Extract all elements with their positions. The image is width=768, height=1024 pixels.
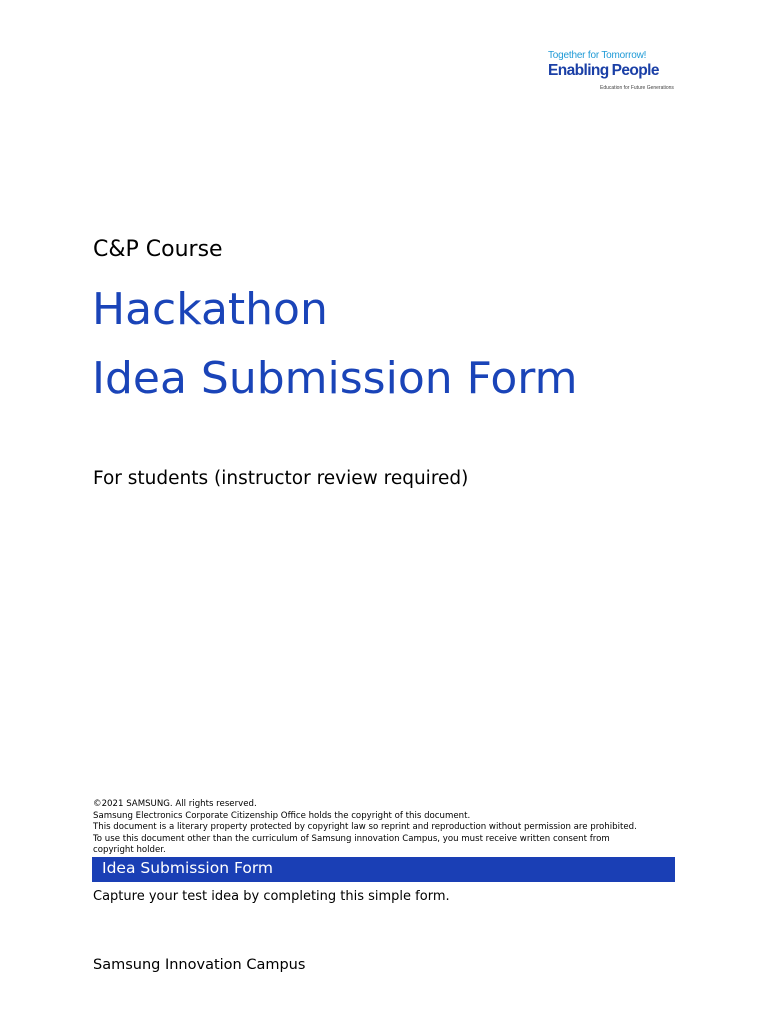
- copyright-notice: [93, 799, 637, 857]
- logo-name-people: People: [611, 62, 659, 79]
- document-title-line-1: Hackathon: [92, 284, 328, 335]
- logo-name: [548, 62, 659, 80]
- course-label: C&P Course: [93, 237, 223, 262]
- footer-text: Samsung Innovation Campus: [93, 957, 306, 973]
- logo-tagline: Together for Tomorrow!: [548, 50, 647, 61]
- copyright-line: copyright holder.: [93, 845, 166, 855]
- copyright-line: This document is a literary property protected by copyright law so reprint and reproduction without permission are prohibited.: [93, 822, 637, 832]
- audience-note: For students (instructor review required): [93, 468, 469, 489]
- copyright-line: ©2021 SAMSUNG. All rights reserved.: [93, 799, 257, 809]
- logo-name-enabling: Enabling: [548, 62, 609, 79]
- enabling-people-logo: [548, 50, 688, 98]
- logo-subline: Education for Future Generations: [600, 85, 674, 91]
- section-heading-bar: [92, 857, 675, 882]
- copyright-line: To use this document other than the curriculum of Samsung innovation Campus, you must receive written consent from: [93, 833, 610, 844]
- document-title-line-2: Idea Submission Form: [92, 353, 578, 404]
- section-heading: Idea Submission Form: [102, 859, 274, 877]
- section-instruction: Capture your test idea by completing this simple form.: [93, 889, 450, 904]
- copyright-line: Samsung Electronics Corporate Citizenship Office holds the copyright of this document.: [93, 810, 471, 821]
